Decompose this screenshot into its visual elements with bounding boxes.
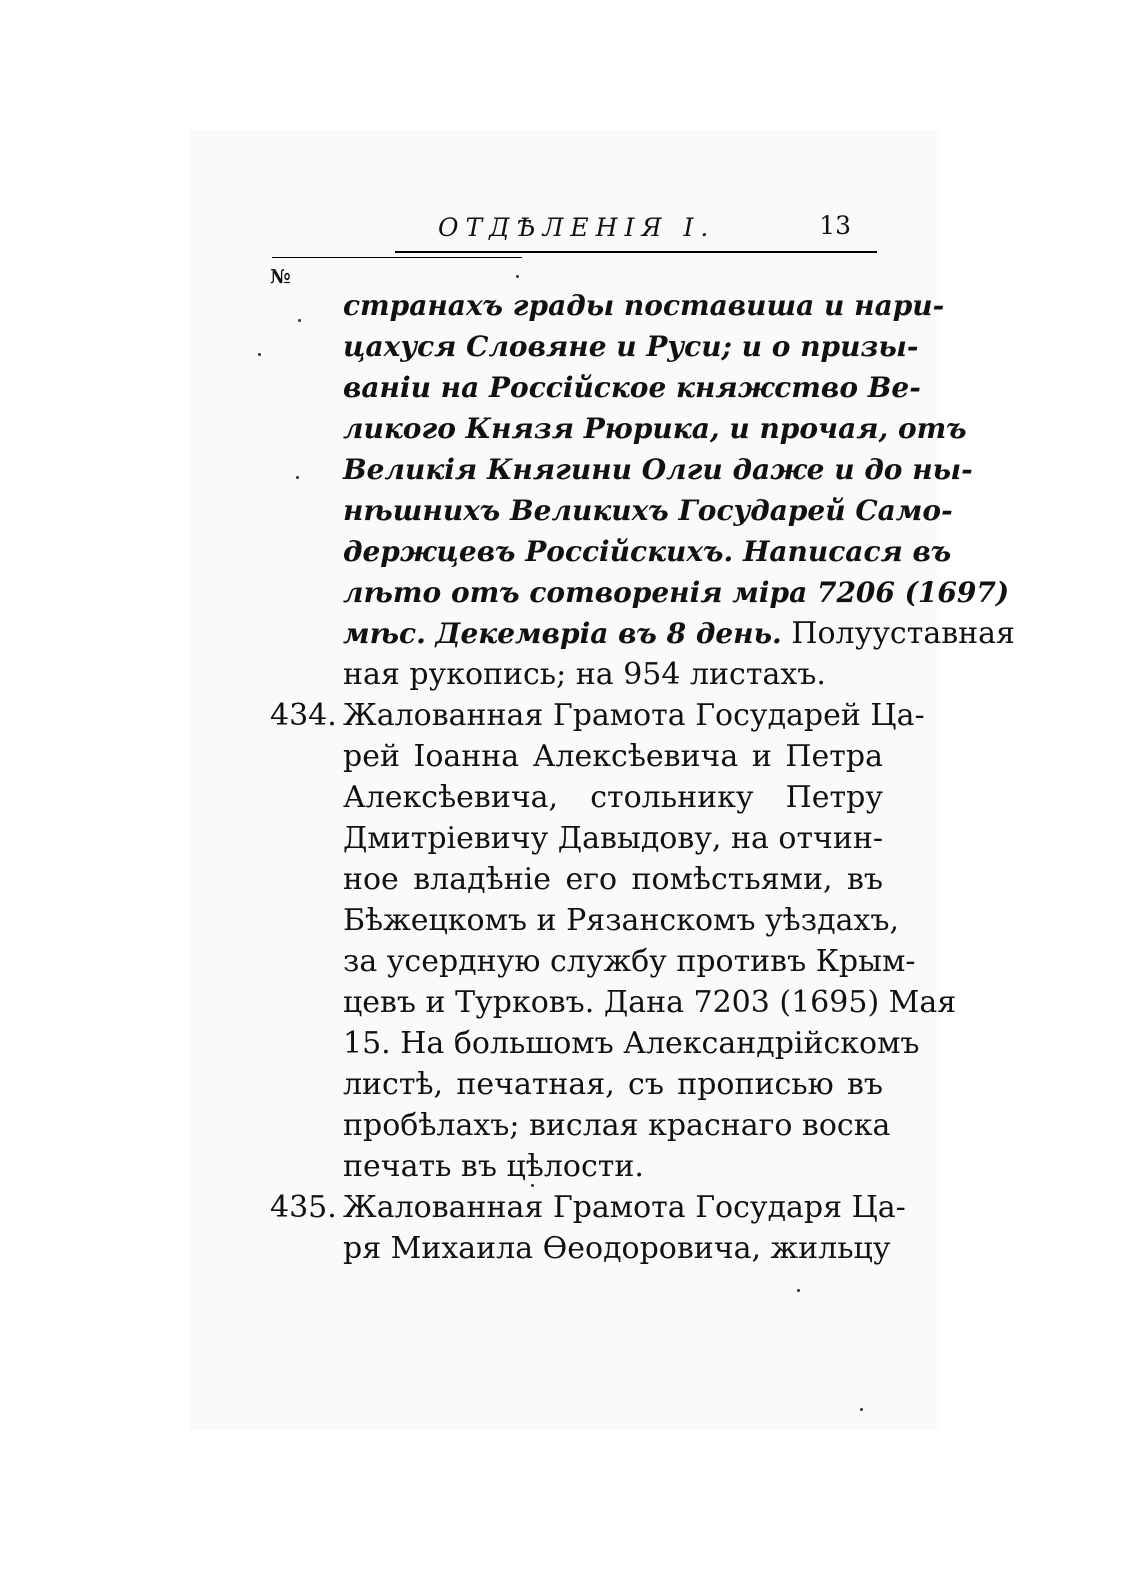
running-head <box>395 205 875 255</box>
scan-speck <box>296 476 299 479</box>
text-line: листѣ, печатная, съ прописью въ <box>343 1067 883 1102</box>
text-line: пробѣлахъ; вислая краснаго воска <box>343 1108 891 1143</box>
header-rule-left <box>272 257 522 258</box>
scan-speck <box>531 1184 534 1187</box>
scan-speck <box>258 353 261 356</box>
text-line: Бѣжецкомъ и Рязанскомъ уѣздахъ, <box>343 903 900 938</box>
upright-segment: Полууставная <box>781 616 1015 651</box>
text-column <box>270 285 1015 1269</box>
header-rule <box>395 251 877 253</box>
continuation-paragraph <box>343 285 1015 695</box>
catalog-entry-435 <box>270 1187 906 1269</box>
text-line: Алексѣевича, стольнику Петру <box>343 780 883 815</box>
scan-speck <box>516 275 519 278</box>
entry-number: 435. <box>270 1190 337 1225</box>
entry-number: 434. <box>270 698 337 733</box>
text-line: нѣшнихъ Великихъ Государей Само- <box>343 494 953 527</box>
text-line: Дмитріевичу Давыдову, на отчин- <box>343 821 883 856</box>
scan-speck <box>298 319 301 322</box>
text-line: цахуся Словяне и Руси; и о призы- <box>343 330 919 363</box>
text-line: держцевъ Россійскихъ. Написася въ <box>343 535 952 568</box>
text-line: за усердную службу противъ Крым- <box>343 944 916 979</box>
text-line: Жалованная Грамота Государя Ца- <box>343 1190 906 1225</box>
italic-segment: мѣс. Декемвріа въ 8 день. <box>343 617 782 650</box>
text-line: Жалованная Грамота Государей Ца- <box>343 698 925 733</box>
text-line: Великія Княгини Олги даже и до ны- <box>343 453 973 486</box>
text-line <box>343 654 883 695</box>
text-line: ное владѣніе его помѣстьями, въ <box>343 862 883 897</box>
text-line: лѣто отъ сотворенія міра 7206 (1697) <box>343 576 1010 609</box>
text-line: ваніи на Россійское княжство Ве- <box>343 371 921 404</box>
text-line: рей Іоанна Алексѣевича и Петра <box>343 739 883 774</box>
scan-speck <box>860 1408 863 1411</box>
text-line: 15. На большомъ Александрійскомъ <box>343 1026 920 1061</box>
running-title: ОТДѢЛЕНІЯ I. <box>438 213 716 242</box>
text-line: цевъ и Турковъ. Дана 7203 (1695) Мая <box>343 985 957 1020</box>
text-line-mixed <box>343 613 1015 654</box>
number-column-label: № <box>270 266 291 288</box>
page-number: 13 <box>819 211 851 240</box>
catalog-entry-434 <box>270 695 957 1187</box>
text-line: печать въ цѣлости. <box>343 1149 644 1184</box>
text-line: ликого Князя Рюрика, и прочая, отъ <box>343 412 967 445</box>
upright-segment: ная рукопись; на 954 листахъ. <box>343 657 826 692</box>
scan-speck <box>797 1289 800 1292</box>
text-line: странахъ грады поставиша и нари- <box>343 289 945 322</box>
text-line: ря Михаила Ѳеодоровича, жильцу <box>343 1231 891 1266</box>
